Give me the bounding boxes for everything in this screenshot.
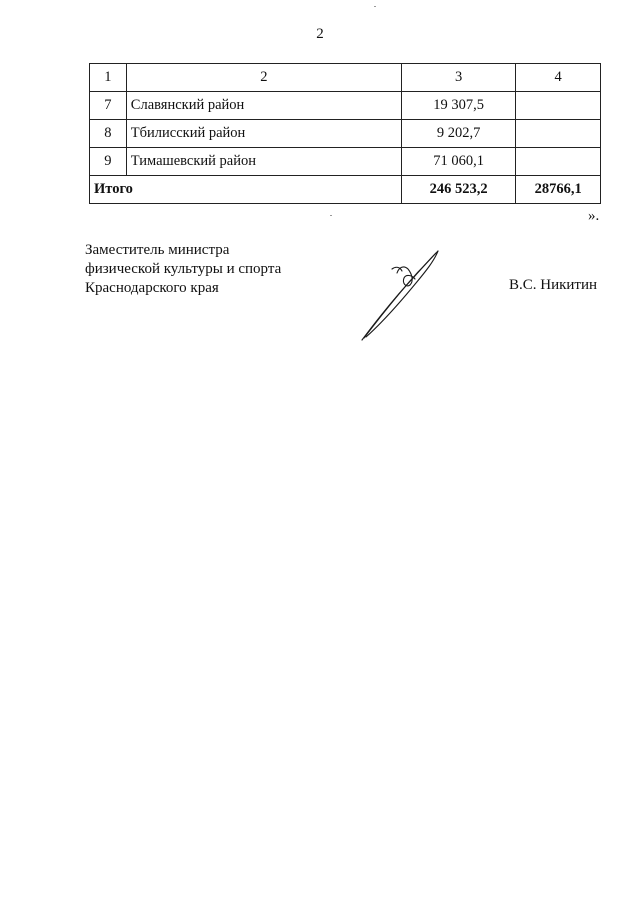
position-line-3: Краснодарского края bbox=[85, 280, 219, 296]
scan-speck bbox=[374, 6, 376, 7]
page-number: 2 bbox=[316, 26, 324, 42]
amount-col4 bbox=[516, 148, 601, 176]
handwritten-signature-icon bbox=[352, 245, 448, 345]
amount-col4 bbox=[516, 92, 601, 120]
closing-quote-mark: ». bbox=[588, 208, 600, 224]
table-row bbox=[90, 148, 601, 176]
district-name: Тбилисский район bbox=[126, 120, 401, 148]
row-number: 9 bbox=[90, 148, 127, 176]
header-cell-2: 2 bbox=[126, 64, 401, 92]
table-row bbox=[90, 92, 601, 120]
amount-col4 bbox=[516, 120, 601, 148]
amount-col3: 71 060,1 bbox=[401, 148, 515, 176]
district-table bbox=[89, 63, 601, 204]
header-cell-4: 4 bbox=[516, 64, 601, 92]
position-line-1: Заместитель министра bbox=[85, 242, 230, 258]
district-name: Тимашевский район bbox=[126, 148, 401, 176]
signer-name: В.С. Никитин bbox=[509, 277, 598, 293]
position-line-2: физической культуры и спорта bbox=[85, 261, 282, 277]
table-row bbox=[90, 120, 601, 148]
scan-speck bbox=[330, 215, 332, 216]
amount-col3: 19 307,5 bbox=[401, 92, 515, 120]
row-number: 8 bbox=[90, 120, 127, 148]
total-col4: 28766,1 bbox=[516, 176, 601, 204]
total-row bbox=[90, 176, 601, 204]
total-col3: 246 523,2 bbox=[401, 176, 515, 204]
row-number: 7 bbox=[90, 92, 127, 120]
signatory-position bbox=[85, 241, 281, 298]
header-cell-1: 1 bbox=[90, 64, 127, 92]
total-label: Итого bbox=[90, 176, 402, 204]
district-name: Славянский район bbox=[126, 92, 401, 120]
amount-col3: 9 202,7 bbox=[401, 120, 515, 148]
header-cell-3: 3 bbox=[401, 64, 515, 92]
table-header-row bbox=[90, 64, 601, 92]
